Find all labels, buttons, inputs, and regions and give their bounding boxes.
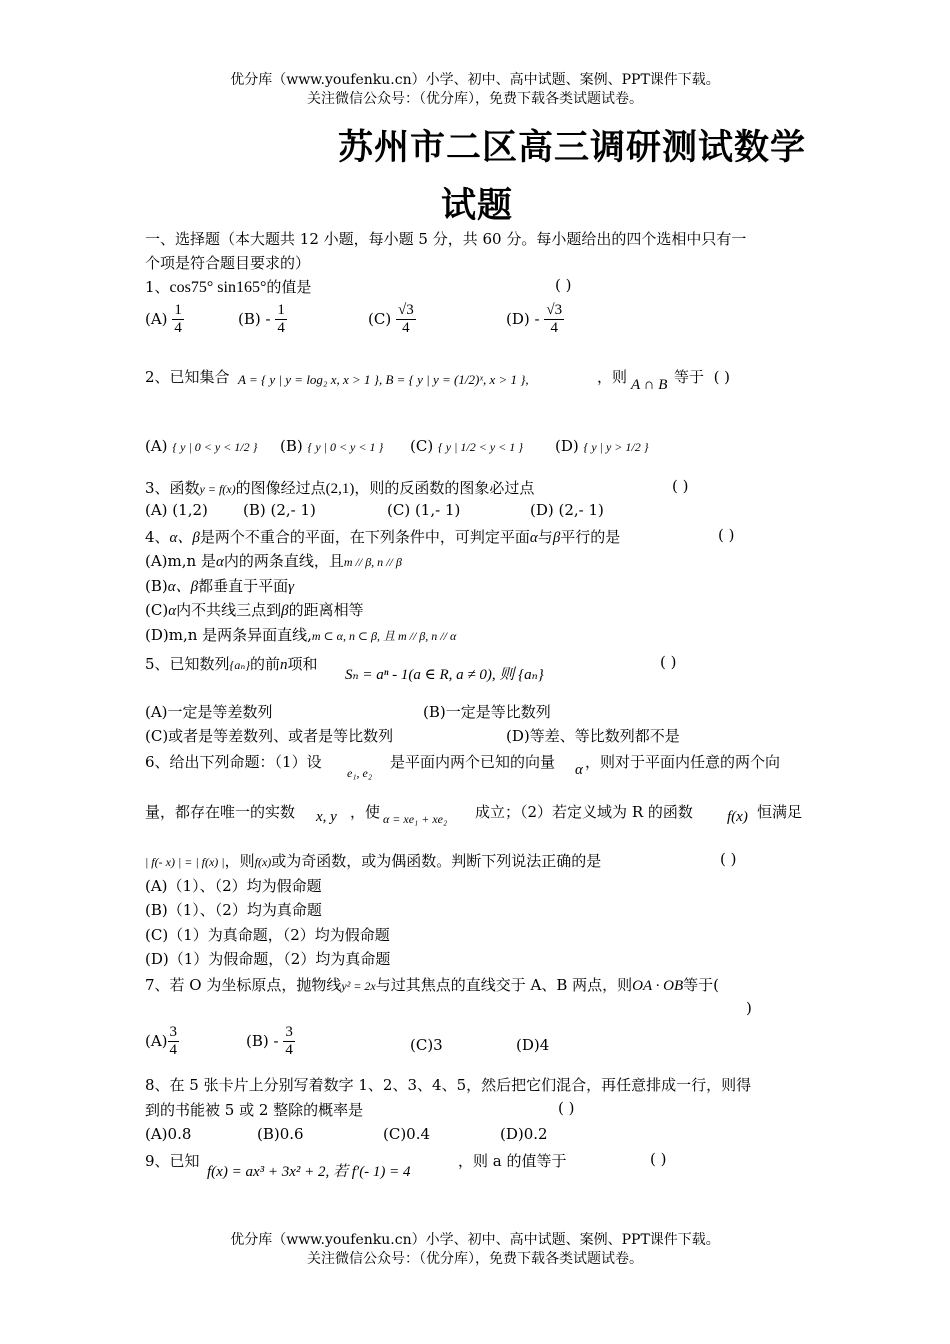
q8-option-a: (A)0.8	[145, 1125, 192, 1143]
q6-text-3b: ，则	[224, 852, 255, 870]
q1-b-den: 4	[277, 320, 285, 337]
q6-option-d: (D)（1）为假命题，（2）均为真命题	[145, 950, 391, 968]
q8-option-c: (C)0.4	[383, 1125, 431, 1143]
q2-option-b-expr: { y | 0 < y < 1 }	[307, 440, 384, 454]
q1-c-den: 4	[402, 320, 410, 337]
q5-text-3: 项和	[287, 655, 318, 673]
q6-text-2b: ，使	[350, 803, 381, 821]
q6-abs-eq: | f(- x) | = | f(x) |	[145, 855, 225, 869]
q5-sn: Sₙ = aⁿ - 1(a ∈ R, a ≠ 0), 则 {aₙ}	[345, 667, 544, 683]
q6-xy: x, y	[316, 809, 337, 825]
q5-option-d: (D)等差、等比数列都不是	[506, 727, 680, 745]
q7-text-1a: 7、若 O 为坐标原点，抛物线	[145, 976, 342, 994]
q7-close-paren: )	[746, 999, 752, 1017]
q4-option-b-text: 都垂直于平面	[198, 577, 289, 595]
q1-answer-blank: ( )	[555, 276, 572, 294]
q1-option-d	[506, 302, 564, 338]
q2-option-a-label: (A)	[145, 437, 168, 455]
q1-c-num: √3	[396, 302, 416, 320]
q5-stem	[145, 653, 318, 674]
q6-fx: f(x)	[727, 809, 748, 825]
q4-prefix: 4、	[145, 528, 170, 546]
q6-text-1b: 是平面内两个已知的向量	[390, 753, 556, 771]
q5-option-b: (B)一定是等比数列	[423, 703, 551, 721]
q6-text-2a: 量，都存在唯一的实数	[145, 803, 296, 821]
q1-option-b	[238, 302, 287, 338]
q7-b-num: 3	[283, 1024, 295, 1042]
q6-option-c: (C)（1）为真命题，（2）均为假命题	[145, 926, 390, 944]
q3-point: (2,1)	[325, 481, 355, 497]
header-line-1: 优分库（www.youfenku.cn）小学、初中、高中试题、案例、PPT课件下载。	[230, 72, 720, 88]
q1-option-a	[145, 302, 184, 338]
q7-dot-product: OA · OB	[632, 978, 684, 994]
q4-option-c	[145, 599, 364, 620]
q6-line-1	[145, 751, 322, 772]
q1-option-b-label: (B) -	[238, 309, 271, 328]
q1-option-c-label: (C)	[368, 309, 392, 328]
q1-option-c	[368, 302, 416, 338]
q8-answer-blank: ( )	[558, 1099, 575, 1117]
q6-e12: e₁, e₂	[347, 766, 372, 780]
q4-alpha-beta: α、β	[169, 530, 200, 546]
q2-suffix	[674, 366, 730, 387]
footer-line-1: 优分库（www.youfenku.cn）小学、初中、高中试题、案例、PPT课件下载。	[230, 1232, 720, 1248]
q3-text-3: ，则的反函数的图象必过点	[354, 479, 535, 497]
q3-text-1: 3、函数	[145, 479, 200, 497]
q6-line-3	[145, 850, 601, 871]
q5-answer-blank: ( )	[660, 653, 677, 671]
q2-then: ，则	[597, 368, 628, 386]
q2-sets: A = { y | y = log₂ x, x > 1 }, B = { y | y = (1/2)ˣ, x > 1 },	[238, 372, 529, 387]
q7-parabola: y² = 2x	[341, 979, 376, 993]
q2-answer-blank: ( )	[713, 368, 731, 386]
q5-n: n	[280, 657, 288, 673]
q2-option-b	[280, 437, 383, 455]
q2-option-d-label: (D)	[555, 437, 579, 455]
page-title-line-2: 试题	[441, 186, 514, 226]
q4-option-c-text: 内不共线三点到	[176, 601, 282, 619]
q4-text-3: 平行的是	[560, 528, 621, 546]
q3-option-d: (D) (2,- 1)	[530, 501, 604, 519]
q5-text-2: 的前	[250, 655, 281, 673]
q7-option-d: (D)4	[516, 1036, 550, 1054]
q3-stem	[145, 477, 534, 498]
q1-option-d-label: (D) -	[506, 309, 540, 328]
q2-option-d	[555, 437, 649, 455]
q7-line-1	[145, 974, 719, 995]
q8-line-1: 8、在 5 张卡片上分别写着数字 1、2、3、4、5，然后把它们混合，再任意排成一行，则得	[145, 1076, 752, 1094]
q2-option-b-label: (B)	[280, 437, 303, 455]
q4-option-a-expr: m // β, n // β	[343, 555, 402, 569]
q4-stem	[145, 526, 620, 547]
q4-option-d-expr: m ⊂ α, n ⊂ β, 且 m // β, n // α	[311, 629, 457, 643]
q3-answer-blank: ( )	[672, 477, 689, 495]
q1-prefix: 1、	[145, 278, 170, 296]
q6-text-2c: 成立；（2）若定义域为 R 的函数	[475, 803, 693, 821]
q2-option-a	[145, 437, 257, 455]
q4-option-a-alpha: α	[215, 554, 224, 570]
q8-option-d: (D)0.2	[500, 1125, 548, 1143]
q7-text-1b: 与过其焦点的直线交于 A、B 两点，则	[375, 976, 633, 994]
q9-text-1b: ，则 a 的值等于	[458, 1152, 567, 1170]
q5-option-a: (A)一定是等差数列	[145, 703, 273, 721]
q2-option-d-expr: { y | y > 1/2 }	[583, 440, 649, 454]
q6-eq: α = xe₁ + xe₂	[383, 812, 448, 826]
page-title: 苏州市二区高三调研测试数学	[338, 128, 807, 168]
q9-expr: f(x) = ax³ + 3x² + 2, 若 f′(- 1) = 4	[207, 1164, 411, 1180]
q2-option-c	[410, 437, 523, 455]
q3-option-b: (B) (2,- 1)	[243, 501, 316, 519]
q2-suffix-text: 等于	[674, 368, 705, 386]
q9-answer-blank: ( )	[650, 1150, 667, 1168]
q4-option-d-text: (D)m,n 是两条异面直线,	[145, 626, 312, 644]
q6-option-b: (B)（1）、（2）均为真命题	[145, 901, 322, 919]
q4-option-a-text: (A)m,n 是	[145, 552, 216, 570]
q2-option-c-label: (C)	[410, 437, 434, 455]
q7-option-a	[145, 1024, 179, 1060]
q7-option-c: (C)3	[410, 1036, 443, 1054]
q1-d-den: 4	[550, 320, 558, 337]
q1-option-a-label: (A)	[145, 309, 168, 328]
q1-a-num: 1	[172, 302, 184, 320]
q6-option-a: (A)（1）、（2）均为假命题	[145, 877, 322, 895]
q2-option-a-expr: { y | 0 < y < 1/2 }	[172, 440, 258, 454]
q1-b-num: 1	[275, 302, 287, 320]
q2-stem	[145, 366, 230, 387]
q1-suffix: 的值是	[266, 278, 312, 296]
q4-option-b-label: (B)	[145, 577, 168, 595]
q4-with: 与	[537, 528, 553, 546]
q1-expr: cos75° sin165°	[169, 279, 267, 296]
q4-option-c-alpha: α	[168, 603, 177, 619]
q6-text-2d: 恒满足	[757, 803, 803, 821]
q4-option-a	[145, 550, 402, 571]
q4-option-a-text-2: 内的两条直线，且	[223, 552, 344, 570]
q4-option-b	[145, 575, 294, 596]
q1-d-num: √3	[544, 302, 564, 320]
q6-fx-2: f(x)	[254, 855, 272, 869]
q3-fx: y = f(x)	[199, 482, 236, 496]
q7-text-1c: 等于(	[683, 976, 719, 994]
q6-text-1c: ，则对于平面内任意的两个向	[585, 753, 781, 771]
q7-option-b-label: (B) -	[246, 1031, 279, 1050]
q2-prefix: 2、已知集合	[145, 368, 230, 386]
q4-option-b-gamma: γ	[288, 579, 295, 595]
q7-option-a-label: (A)	[145, 1031, 168, 1050]
q6-answer-blank: ( )	[720, 850, 737, 868]
header-line-2: 关注微信公众号：（优分库），免费下载各类试题试卷。	[307, 91, 643, 107]
q5-option-c: (C)或者是等差数列、或者是等比数列	[145, 727, 394, 745]
q7-option-b	[246, 1024, 295, 1060]
q4-beta: β	[552, 530, 561, 546]
q7-a-num: 3	[168, 1024, 180, 1042]
q4-text-2: 是两个不重合的平面，在下列条件中，可判定平面	[199, 528, 530, 546]
q4-answer-blank: ( )	[718, 526, 735, 544]
q6-text-3c: 或为奇函数，或为偶函数。判断下列说法正确的是	[271, 852, 602, 870]
q4-option-d	[145, 624, 456, 645]
q7-a-den: 4	[169, 1042, 178, 1059]
q1-stem	[145, 276, 311, 297]
q3-option-a: (A) (1,2)	[145, 501, 208, 519]
footer-line-2: 关注微信公众号：（优分库），免费下载各类试题试卷。	[307, 1251, 643, 1267]
q8-option-b: (B)0.6	[257, 1125, 304, 1143]
q9-text-1a: 9、已知	[145, 1152, 200, 1170]
q7-b-den: 4	[285, 1042, 293, 1059]
q2-cap: A ∩ B	[631, 377, 668, 393]
q5-an: {aₙ}	[229, 658, 251, 672]
q6-text-1a: 6、给出下列命题：（1）设	[145, 753, 322, 771]
q3-option-c: (C) (1,- 1)	[387, 501, 461, 519]
q5-prefix: 5、已知数列	[145, 655, 230, 673]
q4-option-c-beta: β	[281, 603, 289, 619]
q1-a-den: 4	[174, 320, 182, 337]
q4-option-c-text-2: 的距离相等	[288, 601, 364, 619]
q8-line-2: 到的书能被 5 或 2 整除的概率是	[145, 1101, 364, 1119]
section-intro-1: 一、选择题（本大题共 12 小题，每小题 5 分，共 60 分。每小题给出的四个选相中只有一	[145, 230, 747, 248]
q4-alpha: α	[529, 530, 538, 546]
q6-alpha: α	[575, 762, 583, 778]
section-intro-2: 个项是符合题目要求的）	[145, 254, 311, 272]
q4-option-c-label: (C)	[145, 601, 169, 619]
q4-option-b-ab: α、β	[167, 579, 199, 595]
q3-text-2: 的图像经过点	[235, 479, 326, 497]
q2-option-c-expr: { y | 1/2 < y < 1 }	[437, 440, 524, 454]
